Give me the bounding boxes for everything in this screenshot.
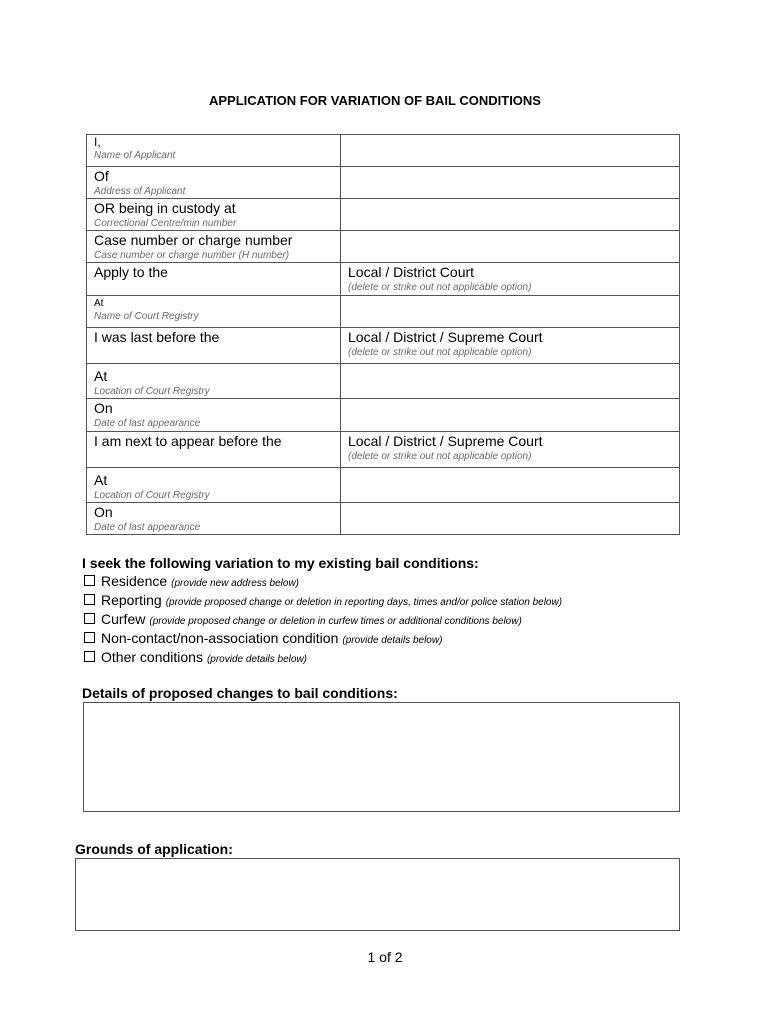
row-apply-to — [87, 263, 680, 296]
row-last-before — [87, 328, 680, 364]
next-before-court-value: Local / District / Supreme Court — [348, 433, 543, 449]
option-label: Residence — [101, 573, 168, 589]
details-textbox[interactable] — [83, 702, 680, 812]
last-before-court-value: Local / District / Supreme Court — [348, 329, 543, 345]
next-on-field[interactable] — [341, 503, 680, 535]
registry-hint: Name of Court Registry — [94, 311, 199, 322]
option-reporting — [82, 592, 702, 611]
applicant-details-table — [86, 134, 680, 535]
last-before-court-hint: (delete or strike out not applicable option) — [348, 347, 532, 358]
row-last-on — [87, 399, 680, 432]
variation-heading: I seek the following variation to my existing bail conditions: — [82, 555, 479, 571]
custody-hint: Correctional Centre/min number — [94, 218, 237, 229]
name-hint: Name of Applicant — [94, 150, 176, 161]
option-label: Non-contact/non-association condition — [101, 630, 339, 646]
last-before-court-field[interactable] — [341, 328, 680, 364]
registry-label: At — [94, 298, 104, 309]
apply-court-field[interactable] — [341, 263, 680, 296]
name-label: I, — [94, 135, 101, 149]
apply-label: Apply to the — [94, 264, 168, 280]
option-desc: (provide new address below) — [171, 578, 299, 589]
next-before-court-hint: (delete or strike out not applicable option) — [348, 451, 532, 462]
last-on-field[interactable] — [341, 399, 680, 432]
row-address — [87, 167, 680, 199]
document-title: APPLICATION FOR VARIATION OF BAIL CONDITIONS — [209, 93, 541, 108]
grounds-heading: Grounds of application: — [75, 841, 233, 857]
last-before-label: I was last before the — [94, 329, 220, 345]
option-label: Curfew — [101, 611, 146, 627]
address-field[interactable] — [341, 167, 680, 199]
label-cell — [87, 135, 341, 167]
last-at-field[interactable] — [341, 364, 680, 399]
details-heading: Details of proposed changes to bail conditions: — [82, 685, 398, 701]
next-at-hint: Location of Court Registry — [94, 490, 210, 501]
case-field[interactable] — [341, 231, 680, 263]
page-number: 1 of 2 — [367, 949, 403, 965]
option-other — [82, 649, 702, 668]
case-hint: Case number or charge number (H number) — [94, 250, 290, 261]
row-case-number — [87, 231, 680, 263]
next-at-field[interactable] — [341, 468, 680, 503]
next-at-label: At — [94, 472, 108, 488]
option-desc: (provide proposed change or deletion in reporting days, times and/or police station below) — [165, 597, 563, 608]
non-contact-checkbox[interactable] — [84, 632, 95, 643]
custody-field[interactable] — [341, 199, 680, 231]
option-non-contact — [82, 630, 702, 649]
grounds-textbox[interactable] — [75, 858, 680, 931]
residence-checkbox[interactable] — [84, 575, 95, 586]
option-label: Reporting — [101, 592, 162, 608]
case-label: Case number or charge number — [94, 232, 293, 248]
row-applicant-name — [87, 135, 680, 167]
reporting-checkbox[interactable] — [84, 594, 95, 605]
option-desc: (provide details below) — [342, 635, 443, 646]
registry-field[interactable] — [341, 296, 680, 328]
option-desc: (provide proposed change or deletion in curfew times or additional conditions below) — [149, 616, 522, 627]
next-before-court-field[interactable] — [341, 432, 680, 468]
custody-label: OR being in custody at — [94, 200, 236, 216]
next-on-label: On — [94, 504, 113, 520]
last-on-label: On — [94, 400, 113, 416]
option-residence — [82, 573, 702, 592]
address-hint: Address of Applicant — [94, 186, 186, 197]
curfew-checkbox[interactable] — [84, 613, 95, 624]
row-custody — [87, 199, 680, 231]
apply-court-hint: (delete or strike out not applicable option) — [348, 282, 532, 293]
row-next-on — [87, 503, 680, 535]
address-label: Of — [94, 168, 109, 184]
option-curfew — [82, 611, 702, 630]
next-before-label: I am next to appear before the — [94, 433, 282, 449]
last-at-hint: Location of Court Registry — [94, 386, 210, 397]
last-at-label: At — [94, 368, 108, 384]
variation-section — [82, 555, 702, 668]
row-court-registry — [87, 296, 680, 328]
other-checkbox[interactable] — [84, 651, 95, 662]
name-field[interactable] — [341, 135, 680, 167]
row-last-at — [87, 364, 680, 399]
next-on-hint: Date of last appearance — [94, 522, 201, 533]
row-next-at — [87, 468, 680, 503]
apply-court-value: Local / District Court — [348, 264, 475, 280]
row-next-before — [87, 432, 680, 468]
option-label: Other conditions — [101, 649, 203, 665]
last-on-hint: Date of last appearance — [94, 418, 201, 429]
option-desc: (provide details below) — [206, 654, 308, 665]
